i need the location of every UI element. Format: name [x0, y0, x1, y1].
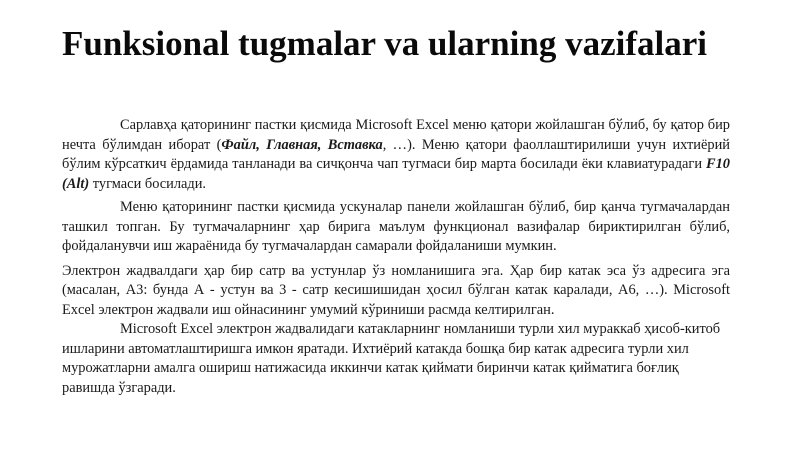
- paragraph-menu-bar: [62, 116, 730, 194]
- paragraph-cell-addresses: Электрон жадвалдаги ҳар бир сатр ва устунлар ўз номланишига эга. Ҳар бир катак эса ўз адресига эга (масалан, А3: бунда А - устун ва 3 - сатр кесишишидан ҳосил бўлган катак каралади, А6, …). Microsoft Excel электрон жадвали иш ойнасининг умумий кўриниши расмда келтирилган.: [62, 262, 730, 318]
- paragraph-text: , …). Меню қатори фаоллаштирилиши учун ихтиёрий бўлим кўрсаткич ёрдамида танланади ва сичқонча чап тугмаси бир марта босилади ёки клавиатурадаги: [62, 136, 730, 172]
- slide-title: Funksional tugmalar va ularning vazifalari: [62, 24, 707, 63]
- paragraph-cell-naming: Microsoft Excel электрон жадвалидаги катакларнинг номланиши турли хил мураккаб ҳисоб-китоб ишларини автоматлаштиришга имкон яратади. Ихтиёрий катакда бошқа бир катак адресига турли хил мурожатларни амалга ошириш натижасида иккинчи катак қиймати биринчи катак қийматига боғлиқ равишда ўзгаради.: [62, 321, 721, 396]
- paragraph-text: тугмаси босилади.: [89, 175, 207, 192]
- paragraph-text: Сарлавҳа қаторининг пастки қисмида Microsoft Excel меню қатори жойлашган бўлиб, бу қатор бир нечта бўлимдан иборат (: [62, 117, 730, 153]
- slide-body: [62, 116, 730, 398]
- menu-items-example: Файл, Главная, Вставка: [221, 136, 383, 153]
- paragraph-toolbar: Меню қаторининг пастки қисмида ускуналар панели жойлашган бўлиб, бир қанча тугмачалардан ташкил топган. Бу тугмачаларнинг ҳар бирига маълум функционал вазифалар бириктирилган бўлиб, фойдаланувчи иш жараёнида бу тугмачалардан самарали фойдаланиши мумкин.: [62, 199, 730, 254]
- keyboard-key: F10 (Alt): [62, 156, 730, 192]
